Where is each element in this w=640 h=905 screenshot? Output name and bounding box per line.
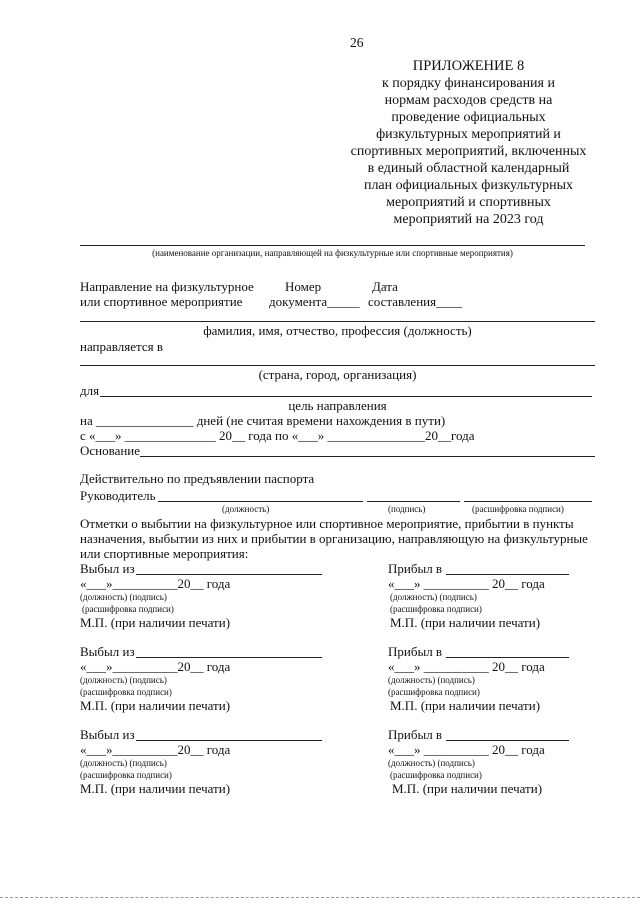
departure-caption-2: (расшифровка подписи) [82,604,174,614]
fio-caption: фамилия, имя, отчество, профессия (должность) [203,323,472,338]
appendix-line: к порядку финансирования и [382,76,555,91]
decoding-caption: (расшифровка подписи) [472,504,564,514]
destination-line[interactable] [80,365,595,366]
direction-label-2: или спортивное мероприятие [80,294,243,309]
departure-caption-1: (должность) (подпись) [80,758,167,768]
appendix-line: нормам расходов средств на [384,93,553,108]
arrival-date-field[interactable]: «___» __________ 20__ года [388,576,545,591]
departed-from-line[interactable] [136,574,322,575]
departed-from-line[interactable] [136,657,322,658]
departure-caption-1: (должность) (подпись) [80,675,167,685]
appendix-line: проведение официальных [391,110,546,125]
document-number-field[interactable]: документа_____ [269,294,360,309]
arrival-stamp: М.П. (при наличии печати) [392,781,543,796]
passport-note: Действительно по предъявлении паспорта [80,471,315,486]
basis-label: Основание [80,443,141,458]
head-signature-line[interactable] [367,501,460,502]
signature-caption: (подпись) [388,504,426,514]
departed-from-label: Выбыл из [80,644,135,659]
departure-stamp: М.П. (при наличии печати) [80,781,231,796]
arrival-caption-2: (расшифровка подписи) [390,770,482,780]
basis-line[interactable] [140,456,595,457]
purpose-line[interactable] [100,396,592,397]
page-number: 26 [350,35,364,50]
number-label: Номер [285,279,322,294]
departure-caption-2: (расшифровка подписи) [80,770,172,780]
position-caption: (должность) [222,504,270,514]
head-label: Руководитель [80,488,156,503]
appendix-line: мероприятий и спортивных [386,195,551,210]
arrival-caption-1: (должность) (подпись) [388,675,475,685]
date-label: Дата [372,279,398,294]
period-line[interactable]: с «___» ______________ 20__ года по «___» _______________20__года [80,428,475,443]
arrived-to-label: Прибыл в [388,644,443,659]
arrival-caption-2: (расшифровка подписи) [390,604,482,614]
departure-caption-2: (расшифровка подписи) [80,687,172,697]
departure-stamp: М.П. (при наличии печати) [80,698,231,713]
departed-from-line[interactable] [136,740,322,741]
purpose-caption: цель направления [288,398,387,413]
arrival-caption-1: (должность) (подпись) [388,758,475,768]
departure-stamp: М.П. (при наличии печати) [80,615,231,630]
sent-to-label: направляется в [80,339,163,354]
org-caption: (наименование организации, направляющей на физкультурные или спортивные мероприятия) [152,248,513,258]
head-position-line[interactable] [158,501,363,502]
marks-intro-line: Отметки о выбытии на физкультурное или спортивное мероприятие, прибытии в пункты [80,516,574,531]
appendix-header [326,58,611,228]
departure-date-field[interactable]: «___»__________20__ года [80,742,231,757]
departed-from-label: Выбыл из [80,727,135,742]
fio-line[interactable] [80,321,595,322]
appendix-line: мероприятий на 2023 год [393,212,544,227]
appendix-line: в единый областной календарный [367,161,570,176]
arrival-stamp: М.П. (при наличии печати) [390,615,541,630]
direction-label-1: Направление на физкультурное [80,279,254,294]
appendix-title: ПРИЛОЖЕНИЕ 8 [412,58,525,74]
country-caption: (страна, город, организация) [258,367,417,382]
for-label: для [80,383,100,398]
arrived-to-line[interactable] [446,574,569,575]
appendix-line: спортивных мероприятий, включенных [350,144,587,159]
departure-caption-1: (должность) (подпись) [80,592,167,602]
arrival-date-field[interactable]: «___» __________ 20__ года [388,659,545,674]
arrival-date-field[interactable]: «___» __________ 20__ года [388,742,545,757]
arrival-caption-1: (должность) (подпись) [390,592,477,602]
compose-date-field[interactable]: составления____ [368,294,463,309]
arrived-to-line[interactable] [446,740,569,741]
arrived-to-label: Прибыл в [388,727,443,742]
arrived-to-label: Прибыл в [388,561,443,576]
departure-date-field[interactable]: «___»__________20__ года [80,576,231,591]
marks-intro-line: назначения, выбытии из них и прибытии в организацию, направляющую на физкультурные [80,531,588,546]
arrival-stamp: М.П. (при наличии печати) [390,698,541,713]
duration-line[interactable]: на _______________ дней (не считая времени нахождения в пути) [80,413,446,428]
appendix-line: план официальных физкультурных [363,178,574,193]
org-name-line[interactable] [80,245,585,246]
head-decoding-line[interactable] [464,501,592,502]
arrived-to-line[interactable] [446,657,569,658]
departed-from-label: Выбыл из [80,561,135,576]
scan-edge-divider [0,897,640,898]
departure-date-field[interactable]: «___»__________20__ года [80,659,231,674]
marks-intro-line: или спортивные мероприятия: [80,546,249,561]
appendix-line: физкультурных мероприятий и [376,127,561,142]
arrival-caption-2: (расшифровка подписи) [388,687,480,697]
